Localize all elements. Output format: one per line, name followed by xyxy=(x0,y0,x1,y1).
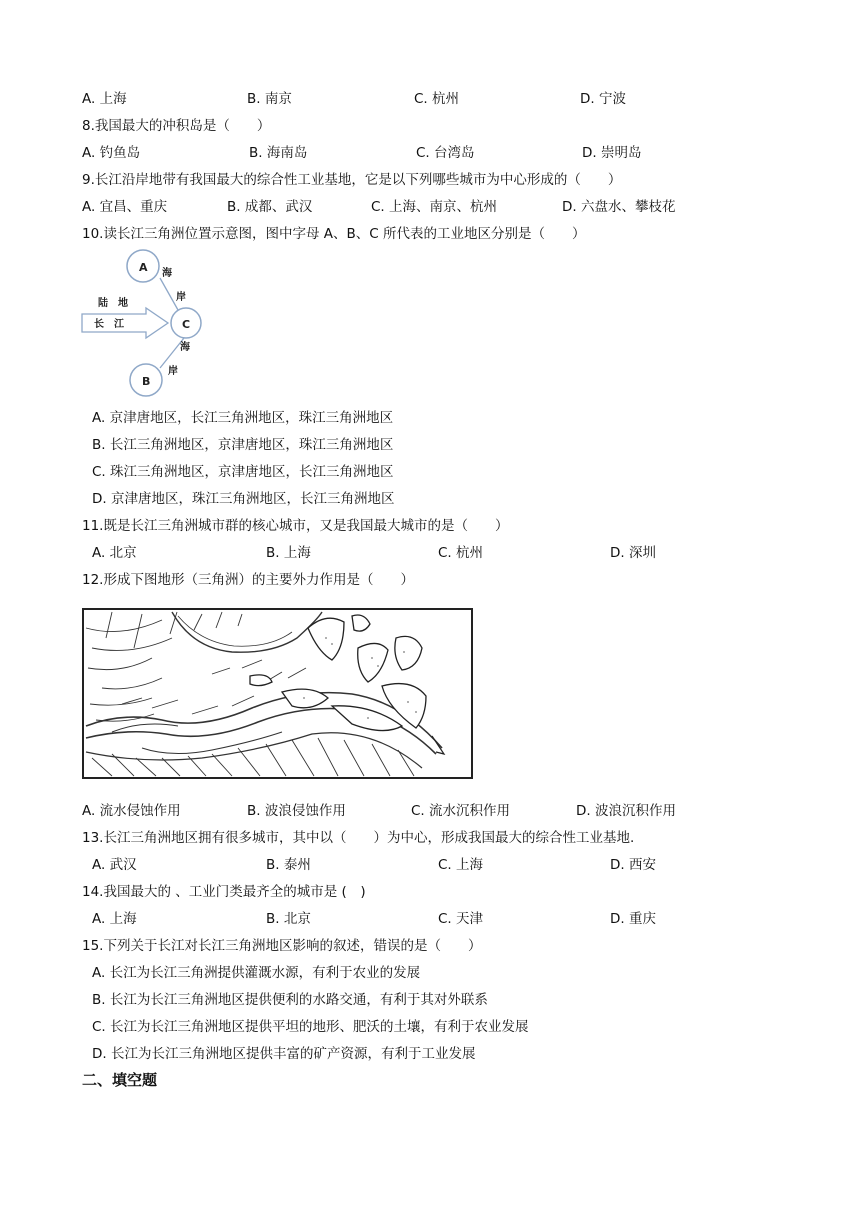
q13-options xyxy=(92,853,732,871)
delta-landform-figure xyxy=(82,608,474,780)
q14-option-c[interactable]: C. 天津 xyxy=(438,911,484,927)
q13-option-c[interactable]: C. 上海 xyxy=(438,857,484,873)
delta-location-figure xyxy=(80,246,220,400)
q7-option-c[interactable]: C. 杭州 xyxy=(414,91,460,107)
q12-option-d[interactable]: D. 波浪沉积作用 xyxy=(576,803,676,819)
q15-stem: 15.下列关于长江对长江三角洲地区影响的叙述，错误的是（ ） xyxy=(82,938,482,954)
q10-option-b[interactable]: B. 长江三角洲地区，京津唐地区，珠江三角洲地区 xyxy=(92,437,394,453)
q9-option-b[interactable]: B. 成都、武汉 xyxy=(227,199,313,215)
q14-option-b[interactable]: B. 北京 xyxy=(266,911,311,927)
q8-options xyxy=(82,141,722,159)
q12-options xyxy=(82,799,722,817)
q8-option-d[interactable]: D. 崇明岛 xyxy=(582,145,642,161)
q8-option-b[interactable]: B. 海南岛 xyxy=(249,145,308,161)
q14-option-a[interactable]: A. 上海 xyxy=(92,911,137,927)
section-title-fill-blank: 二、填空题 xyxy=(82,1071,158,1089)
coast-bottom-1: 海 xyxy=(180,342,190,353)
q10-option-d[interactable]: D. 京津唐地区，珠江三角洲地区，长江三角洲地区 xyxy=(92,491,395,507)
q11-option-d[interactable]: D. 深圳 xyxy=(610,545,656,561)
land-label: 陆 地 xyxy=(98,298,128,309)
q13-stem: 13.长江三角洲地区拥有很多城市，其中以（ ）为中心，形成我国最大的综合性工业基地. xyxy=(82,830,635,846)
q7-option-d[interactable]: D. 宁波 xyxy=(580,91,626,107)
q8-option-c[interactable]: C. 台湾岛 xyxy=(416,145,475,161)
q15-option-d[interactable]: D. 长江为长江三角洲地区提供丰富的矿产资源，有利于工业发展 xyxy=(92,1046,476,1062)
q14-stem: 14.我国最大的 、工业门类最齐全的城市是 ( ) xyxy=(82,884,366,900)
q10-stem: 10.读长江三角洲位置示意图，图中字母 A、B、C 所代表的工业地区分别是（ ） xyxy=(82,226,586,242)
q8-stem: 8.我国最大的冲积岛是（ ） xyxy=(82,118,271,134)
q7-option-a[interactable]: A. 上海 xyxy=(82,91,127,107)
q13-option-a[interactable]: A. 武汉 xyxy=(92,857,137,873)
q7-option-b[interactable]: B. 南京 xyxy=(247,91,292,107)
q9-option-d[interactable]: D. 六盘水、攀枝花 xyxy=(562,199,676,215)
q10-option-a[interactable]: A. 京津唐地区，长江三角洲地区，珠江三角洲地区 xyxy=(92,410,394,426)
q12-option-a[interactable]: A. 流水侵蚀作用 xyxy=(82,803,181,819)
q9-option-c[interactable]: C. 上海、南京、杭州 xyxy=(371,199,498,215)
label-c: C xyxy=(182,318,191,331)
q13-option-b[interactable]: B. 泰州 xyxy=(266,857,311,873)
q15-option-a[interactable]: A. 长江为长江三角洲提供灌溉水源，有利于农业的发展 xyxy=(92,965,421,981)
q9-option-a[interactable]: A. 宜昌、重庆 xyxy=(82,199,168,215)
q11-option-a[interactable]: A. 北京 xyxy=(92,545,137,561)
q15-option-b[interactable]: B. 长江为长江三角洲地区提供便利的水路交通，有利于其对外联系 xyxy=(92,992,488,1008)
q8-option-a[interactable]: A. 钓鱼岛 xyxy=(82,145,141,161)
q11-options xyxy=(92,541,732,559)
q11-option-b[interactable]: B. 上海 xyxy=(266,545,311,561)
q11-stem: 11.既是长江三角洲城市群的核心城市，又是我国最大城市的是（ ） xyxy=(82,518,509,534)
q13-option-d[interactable]: D. 西安 xyxy=(610,857,656,873)
q9-options xyxy=(82,195,722,213)
q10-option-c[interactable]: C. 珠江三角洲地区，京津唐地区，长江三角洲地区 xyxy=(92,464,394,480)
river-label: 长 江 xyxy=(94,319,124,330)
q12-stem: 12.形成下图地形（三角洲）的主要外力作用是（ ） xyxy=(82,572,414,588)
label-a: A xyxy=(139,261,148,274)
q11-option-c[interactable]: C. 杭州 xyxy=(438,545,484,561)
label-b: B xyxy=(142,375,151,388)
q7-options xyxy=(82,87,722,105)
q14-option-d[interactable]: D. 重庆 xyxy=(610,911,656,927)
coast-top-2: 岸 xyxy=(176,292,186,303)
coast-bottom-2: 岸 xyxy=(168,366,178,377)
q14-options xyxy=(92,907,732,925)
coast-top-1: 海 xyxy=(162,268,172,279)
q12-option-c[interactable]: C. 流水沉积作用 xyxy=(411,803,511,819)
q15-option-c[interactable]: C. 长江为长江三角洲地区提供平坦的地形、肥沃的土壤，有利于农业发展 xyxy=(92,1019,529,1035)
q9-stem: 9.长江沿岸地带有我国最大的综合性工业基地，它是以下列哪些城市为中心形成的（ ） xyxy=(82,172,622,188)
q12-option-b[interactable]: B. 波浪侵蚀作用 xyxy=(247,803,346,819)
